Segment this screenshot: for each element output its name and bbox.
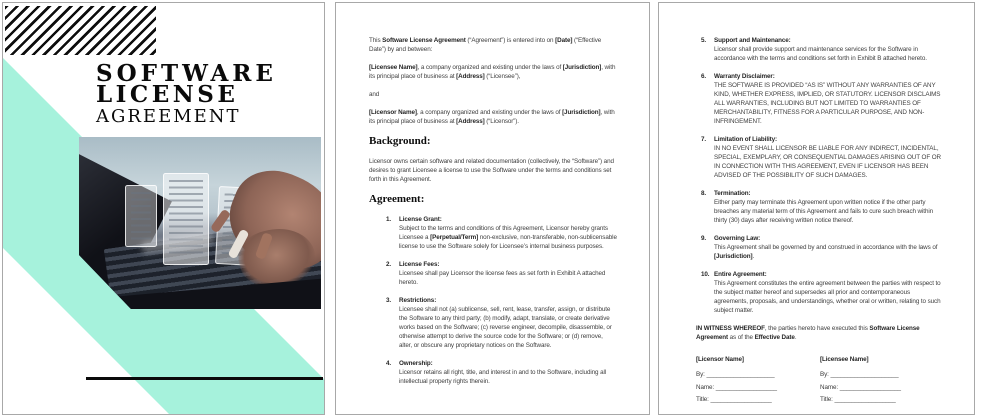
item-body: THE SOFTWARE IS PROVIDED “AS IS” WITHOUT ANY WARRANTIES OF ANY KIND, WHETHER EXPRESS, IMPLIED, OR STATUTORY. LICENSOR DISCLAIMS ALL WARRANTIES, INCLUDING BUT NOT LIMITED TO WARRANTIES OF MERCHANTABILITY, FITNESS FOR A PARTICULAR PURPOSE, AND NON-INFRINGEMENT. (714, 82, 941, 125)
licensee-signature-column (820, 355, 944, 409)
item-number: 10. (701, 271, 710, 278)
item-number: 1. (386, 216, 392, 223)
agreement-item (696, 135, 944, 180)
item-number: 2. (386, 261, 392, 268)
signature-block (696, 355, 944, 409)
item-number: 3. (386, 297, 392, 304)
item-number: 6. (701, 73, 707, 80)
cover-subtitle: AGREEMENT (96, 106, 241, 127)
intro-paragraph: and (369, 91, 380, 98)
agreement-heading: Agreement: (369, 193, 425, 205)
item-body: Licensee shall pay Licensor the license fees as set forth in Exhibit A attached hereto. (399, 270, 606, 286)
signature-title-row: Title: __________________ (696, 396, 772, 403)
card-text-lines (131, 192, 151, 240)
document-body (336, 3, 649, 414)
agreement-item (696, 36, 944, 63)
cover-title-line2: LICENSE (96, 81, 239, 108)
licensor-name-header: [Licensor Name] (696, 356, 744, 363)
item-body: Licensor retains all right, title, and interest in and to the Software, including all intellectual property rights therein. (399, 369, 607, 385)
agreement-page-1 (335, 2, 650, 415)
agreement-item (369, 215, 617, 251)
document-body (659, 3, 974, 414)
agreement-item (696, 189, 944, 225)
item-body: Subject to the terms and conditions of this Agreement, Licensor hereby grants Licensee a [Perpetual/Term] non-exclusive, non-transferable, non-sublicensable license to use the Software solely for Licensee’s internal business purposes. (399, 225, 617, 250)
item-title: Warranty Disclaimer: (714, 73, 775, 80)
floating-card (163, 173, 209, 265)
agreement-item (369, 260, 617, 287)
background-paragraph: Licensor owns certain software and related documentation (collectively, the “Software”) and desires to grant Licensee a license to use the Software under the terms and conditions set forth in this Agreement. (369, 158, 614, 183)
intro-paragraph: [Licensor Name], a company organized and existing under the laws of [Jurisdiction], with its principal place of business at [Address] (“Licensor”). (369, 109, 615, 125)
agreement-item (369, 296, 617, 350)
item-body: This Agreement constitutes the entire agreement between the parties with respect to the subject matter hereof and supersedes all prior and contemporaneous agreements, proposals, and understandings, whether oral or written, relating to such subject matter. (714, 280, 941, 314)
item-title: Limitation of Liability: (714, 136, 778, 143)
intro-paragraph: [Licensee Name], a company organized and existing under the laws of [Jurisdiction], with its principal place of business at [Address] (“Licensee”), (369, 64, 616, 80)
item-title: Ownership: (399, 360, 433, 367)
intro-paragraph: This Software License Agreement (“Agreement”) is entered into on [Date] (“Effective Date”) by and between: (369, 37, 602, 53)
signature-name-row: Name: __________________ (820, 383, 901, 391)
cover-page (2, 2, 325, 415)
item-number: 9. (701, 235, 707, 242)
licensee-name-header: [Licensee Name] (820, 356, 869, 363)
witness-paragraph: IN WITNESS WHEREOF, the parties hereto have executed this Software License Agreement as of the Effective Date. (696, 325, 920, 341)
signature-title-row: Title: __________________ (820, 396, 896, 403)
item-number: 7. (701, 136, 707, 143)
agreement-item (696, 72, 944, 126)
background-heading: Background: (369, 135, 431, 147)
divider-line (86, 377, 323, 380)
cover-title (96, 60, 277, 127)
item-title: License Fees: (399, 261, 440, 268)
item-title: Entire Agreement: (714, 271, 767, 278)
item-body: Licensor shall provide support and maintenance services for the Software in accordance with the terms and conditions set forth in Exhibit B attached hereto. (714, 46, 927, 62)
item-title: Termination: (714, 190, 751, 197)
item-title: Support and Maintenance: (714, 37, 791, 44)
item-title: Restrictions: (399, 297, 437, 304)
cover-title-line1: SOFTWARE (96, 60, 277, 87)
signature-by-row: By: ____________________ (696, 371, 775, 378)
cover-photo (79, 137, 321, 309)
item-number: 4. (386, 360, 392, 367)
item-title: Governing Law: (714, 235, 761, 242)
item-number: 8. (701, 190, 707, 197)
item-number: 5. (701, 37, 707, 44)
item-body: Either party may terminate this Agreement upon written notice if the other party breaches any material term of this Agreement and fails to cure such breach within thirty (30) days after receiving written notice thereof. (714, 199, 934, 224)
item-body: This Agreement shall be governed by and construed in accordance with the laws of [Jurisdiction]. (714, 244, 938, 260)
agreement-item (696, 234, 944, 261)
agreement-item (696, 270, 944, 315)
licensor-signature-column (696, 355, 820, 409)
agreement-item (369, 359, 617, 386)
floating-card (125, 185, 157, 247)
item-body: IN NO EVENT SHALL LICENSOR BE LIABLE FOR ANY INDIRECT, INCIDENTAL, SPECIAL, EXEMPLARY, OR CONSEQUENTIAL DAMAGES ARISING OUT OF OR IN CONNECTION WITH THIS AGREEMENT, EVEN IF LICENSOR HAS BEEN ADVISED OF THE POSSIBILITY OF SUCH DAMAGES. (714, 145, 941, 179)
signature-by-row: By: ____________________ (820, 371, 899, 378)
item-body: Licensee shall not (a) sublicense, sell, rent, lease, transfer, assign, or distribute the Software to any third party; (b) modify, adapt, translate, or create derivative works based on the Software; (c) reverse engineer, decompile, disassemble, or otherwise attempt to derive the source code for the Software; or (d) remove, alter, or obscure any proprietary notices on the Software. (399, 306, 612, 349)
signature-name-row: Name: __________________ (696, 383, 777, 391)
item-title: License Grant: (399, 216, 442, 223)
agreement-page-2 (658, 2, 975, 415)
diagonal-stripes-pattern (5, 6, 156, 55)
